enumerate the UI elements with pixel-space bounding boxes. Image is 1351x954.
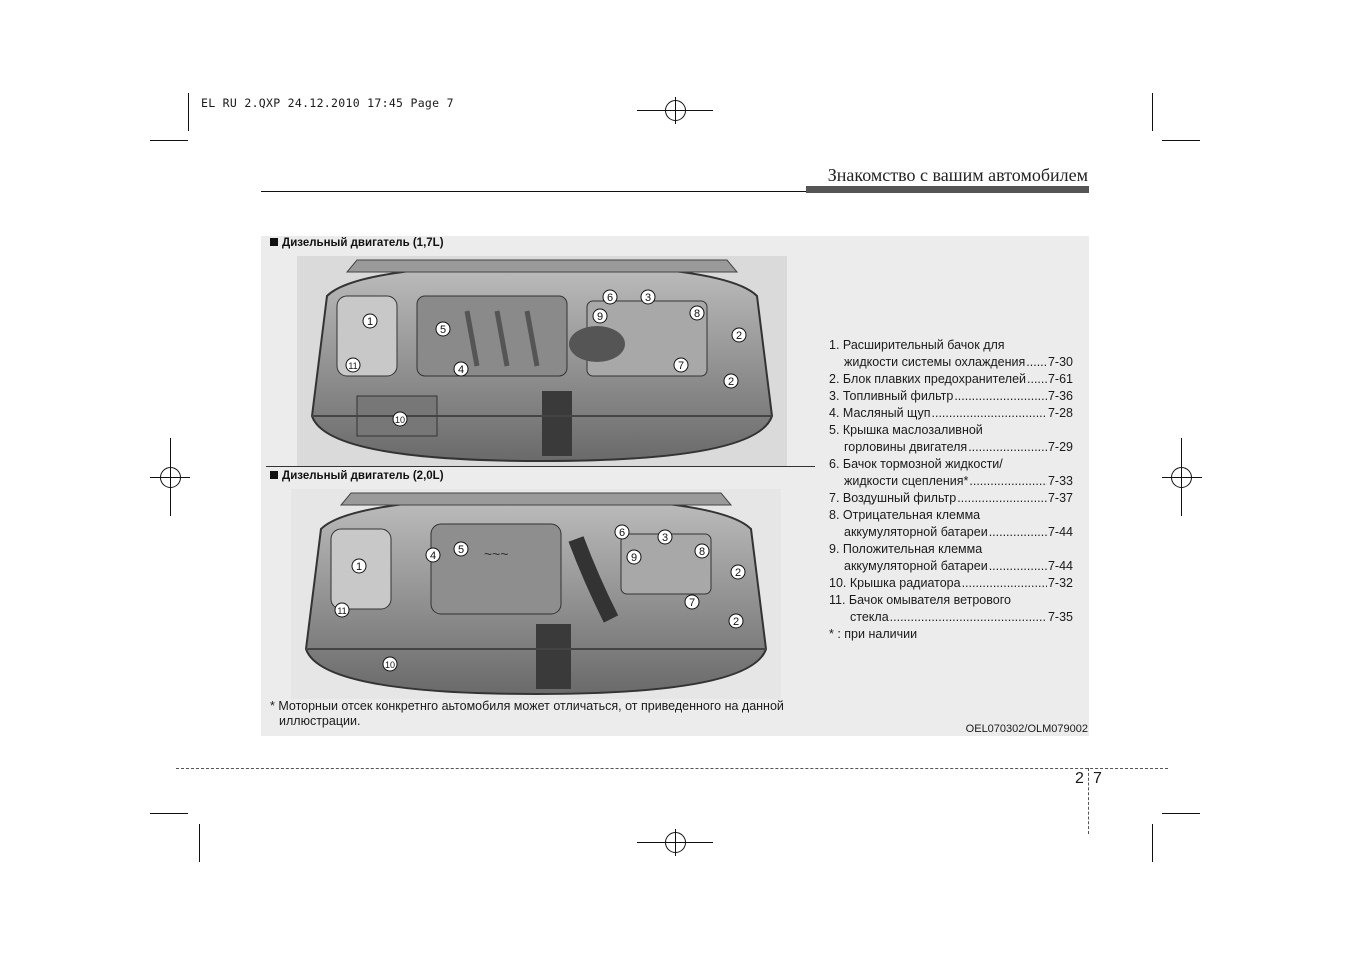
footnote: * Моторныи отсек конкретнго аьтомобиля может отличаться, от приведенного на данной иллюстрации. bbox=[270, 699, 784, 728]
legend-item: 5. Крышка маслозаливной горловины двигателя ..... 7-29 bbox=[829, 422, 1073, 456]
callout-9 bbox=[593, 309, 607, 323]
svg-text:11: 11 bbox=[348, 361, 358, 371]
callout-11 bbox=[335, 603, 349, 617]
legend-item: 8. Отрицательная клемма аккумуляторной батареи ..... 7-44 bbox=[829, 507, 1073, 541]
callout-8 bbox=[695, 544, 709, 558]
svg-text:7: 7 bbox=[677, 360, 685, 372]
legend-item: 7. Воздушный фильтр ..... 7-37 bbox=[829, 490, 1073, 507]
svg-text:5: 5 bbox=[457, 544, 465, 556]
svg-text:2: 2 bbox=[732, 616, 740, 628]
callout-1 bbox=[352, 559, 366, 573]
callout-1 bbox=[363, 314, 377, 328]
bullet-square-icon bbox=[270, 238, 278, 246]
callout-3 bbox=[658, 530, 672, 544]
chapter-title: Знакомство с вашим автомобилем bbox=[827, 165, 1088, 185]
component-legend bbox=[829, 337, 1073, 643]
svg-text:4: 4 bbox=[429, 550, 437, 562]
svg-text:6: 6 bbox=[618, 527, 626, 539]
callout-10 bbox=[383, 657, 397, 671]
svg-text:3: 3 bbox=[644, 292, 652, 304]
svg-text:8: 8 bbox=[698, 546, 706, 558]
callout-9 bbox=[627, 550, 641, 564]
legend-item: 11. Бачок омывателя ветрового стекла ..... 7-35 bbox=[829, 592, 1073, 626]
callout-6 bbox=[603, 290, 617, 304]
svg-text:4: 4 bbox=[457, 364, 465, 376]
legend-item: 10. Крышка радиатора ..... 7-32 bbox=[829, 575, 1073, 592]
svg-text:5: 5 bbox=[439, 324, 447, 336]
figure-divider bbox=[266, 466, 815, 467]
svg-text:3: 3 bbox=[661, 532, 669, 544]
callout-7 bbox=[685, 595, 699, 609]
header-rule-accent bbox=[806, 186, 1089, 193]
legend-item: 6. Бачок тормозной жидкости/ жидкости сцепления* ..... 7-33 bbox=[829, 456, 1073, 490]
svg-text:9: 9 bbox=[630, 552, 638, 564]
svg-text:8: 8 bbox=[693, 308, 701, 320]
svg-text:2: 2 bbox=[734, 567, 742, 579]
svg-text:7: 7 bbox=[688, 597, 696, 609]
figure-1-caption: Дизельный двигатель (1,7L) bbox=[270, 237, 444, 249]
chapter-number: 2 bbox=[1075, 770, 1084, 787]
callout-3 bbox=[641, 290, 655, 304]
legend-item: 3. Топливный фильтр ..... 7-36 bbox=[829, 388, 1073, 405]
callout-4 bbox=[426, 548, 440, 562]
legend-item: 2. Блок плавких предохранителей ..... 7-61 bbox=[829, 371, 1073, 388]
figure-1-callouts bbox=[297, 256, 787, 466]
print-slug: EL RU 2.QXP 24.12.2010 17:45 Page 7 bbox=[201, 96, 454, 110]
svg-text:11: 11 bbox=[337, 606, 347, 616]
callout-2 bbox=[732, 328, 746, 342]
callout-2b bbox=[724, 374, 738, 388]
svg-text:10: 10 bbox=[394, 415, 406, 425]
figure-2-caption: Дизельный двигатель (2,0L) bbox=[270, 470, 444, 482]
callout-11 bbox=[346, 358, 360, 372]
callout-6 bbox=[615, 525, 629, 539]
image-code: OEL070302/OLM079002 bbox=[965, 723, 1088, 735]
callout-10 bbox=[393, 412, 407, 426]
svg-text:2: 2 bbox=[727, 376, 735, 388]
folio-rule bbox=[176, 768, 1168, 769]
svg-text:1: 1 bbox=[355, 561, 363, 573]
svg-text:10: 10 bbox=[384, 660, 396, 670]
header-rule bbox=[261, 191, 806, 192]
svg-text:9: 9 bbox=[596, 311, 604, 323]
callout-8 bbox=[690, 306, 704, 320]
callout-4 bbox=[454, 362, 468, 376]
legend-item: 4. Масляный щуп ..... 7-28 bbox=[829, 405, 1073, 422]
svg-text:~~~: ~~~ bbox=[483, 546, 509, 562]
legend-item: 1. Расширительный бачок для жидкости системы охлаждения ..... 7-30 bbox=[829, 337, 1073, 371]
callout-7 bbox=[674, 358, 688, 372]
callout-5 bbox=[436, 322, 450, 336]
legend-note: * : при наличии bbox=[829, 627, 918, 641]
svg-text:2: 2 bbox=[735, 330, 743, 342]
page-number: 7 bbox=[1093, 770, 1102, 787]
svg-text:1: 1 bbox=[366, 316, 374, 328]
bullet-square-icon bbox=[270, 471, 278, 479]
callout-2b bbox=[729, 614, 743, 628]
svg-text:6: 6 bbox=[606, 292, 614, 304]
callout-5 bbox=[454, 542, 468, 556]
folio-separator bbox=[1088, 768, 1089, 834]
callout-2 bbox=[731, 565, 745, 579]
figure-2-callouts bbox=[291, 489, 781, 699]
legend-item: 9. Положительная клемма аккумуляторной батареи ..... 7-44 bbox=[829, 541, 1073, 575]
